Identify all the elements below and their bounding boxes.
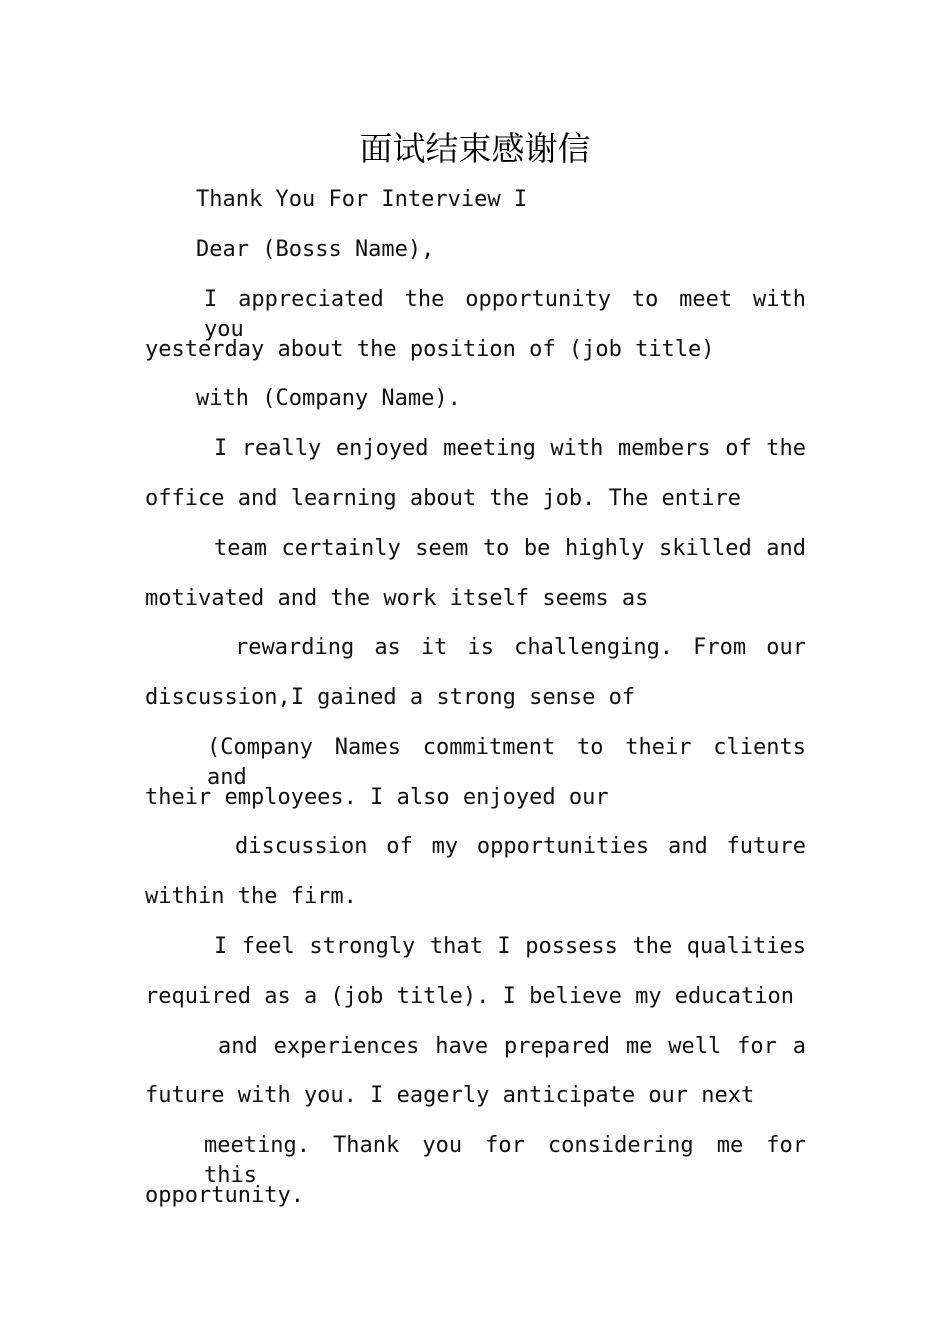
paragraph-line: I really enjoyed meeting with members of the — [214, 436, 806, 461]
paragraph-line: I feel strongly that I possess the qualities — [214, 934, 806, 959]
paragraph-line: I appreciated the opportunity to meet with you — [204, 287, 806, 342]
paragraph-line: discussion,I gained a strong sense of — [145, 685, 636, 710]
paragraph-line: team certainly seem to be highly skilled and — [214, 536, 806, 561]
letter-subject-line: Thank You For Interview I — [196, 187, 528, 212]
paragraph-line: meeting. Thank you for considering me for this — [204, 1133, 806, 1188]
paragraph-line: (Company Names commitment to their clients and — [207, 735, 806, 790]
letter-salutation: Dear (Bosss Name), — [196, 237, 435, 262]
paragraph-line: their employees. I also enjoyed our — [145, 785, 609, 810]
paragraph-line: within the firm. — [145, 884, 357, 909]
paragraph-line: with (Company Name). — [196, 386, 461, 411]
paragraph-line: future with you. I eagerly anticipate our next — [145, 1083, 755, 1108]
paragraph-line: required as a (job title). I believe my education — [145, 984, 795, 1009]
paragraph-line: and experiences have prepared me well for a — [218, 1034, 806, 1059]
paragraph-line: yesterday about the position of (job title) — [145, 337, 715, 362]
document-title: 面试结束感谢信 — [359, 129, 591, 168]
paragraph-line: office and learning about the job. The entire — [145, 486, 742, 511]
paragraph-line: motivated and the work itself seems as — [145, 586, 649, 611]
paragraph-line: discussion of my opportunities and future — [235, 834, 806, 859]
paragraph-line: rewarding as it is challenging. From our — [235, 635, 806, 660]
paragraph-line: opportunity. — [145, 1183, 304, 1208]
